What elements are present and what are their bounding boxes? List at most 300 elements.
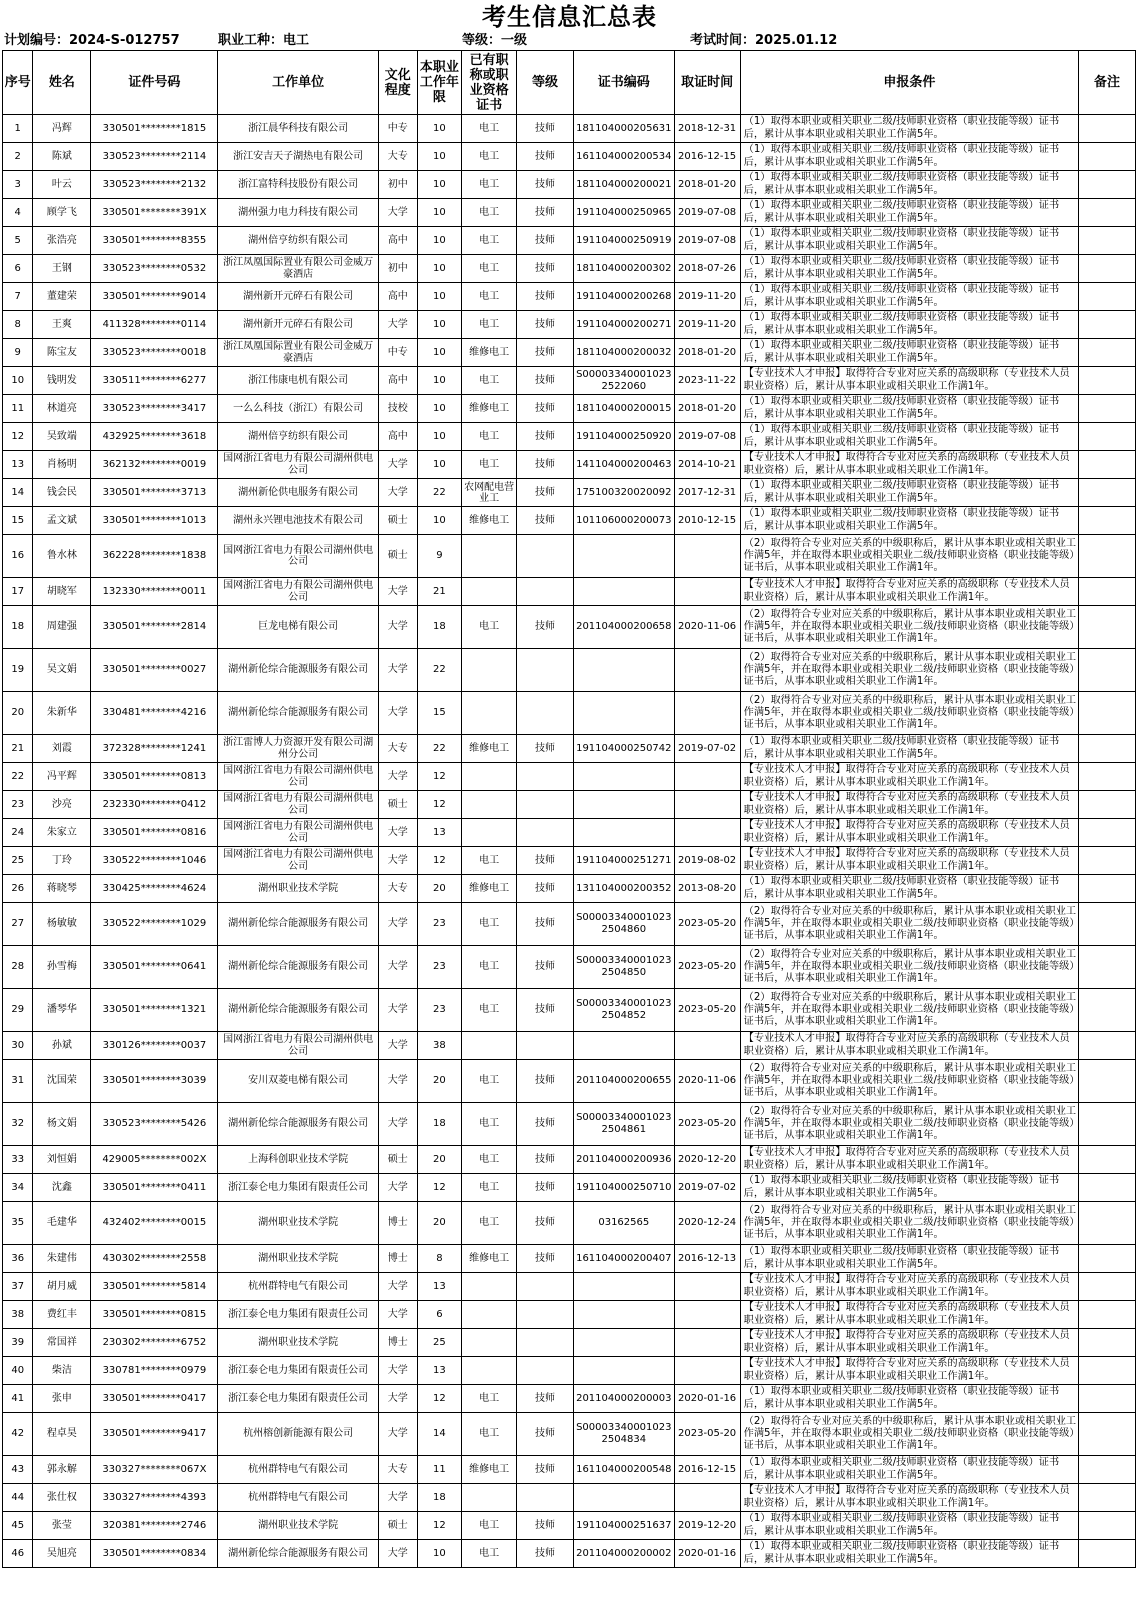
cell-conditions: （1）取得本职业或相关职业二级/技师职业资格（职业技能等级）证书后，累计从事本职业或相关职业工作满5年。 xyxy=(740,423,1078,451)
cell-conditions: 【专业技术人才申报】取得符合专业对应关系的高级职称（专业技术人员职业资格）后，累计从事本职业或相关职业工作满1年。 xyxy=(740,1032,1078,1060)
cell-cert-code: S000033400010232504850 xyxy=(574,946,675,989)
cell-name: 沙亮 xyxy=(33,791,91,819)
cell-education: 硕士 xyxy=(378,1146,417,1174)
cell-grade xyxy=(517,819,574,847)
cell-id-number: 330501********5814 xyxy=(91,1273,218,1301)
header-grade: 等级 xyxy=(517,51,574,115)
cell-education: 硕士 xyxy=(378,507,417,535)
cell-cert-code: 191104000250742 xyxy=(574,735,675,763)
cell-cert-code: 161104000200407 xyxy=(574,1245,675,1273)
cell-work-years: 14 xyxy=(417,1413,462,1456)
cell-work-unit: 浙江凤凰国际置业有限公司金威万豪酒店 xyxy=(218,339,379,367)
table-row xyxy=(3,791,1136,819)
cell-cert-date: 2019-08-02 xyxy=(674,847,740,875)
table-row xyxy=(3,1146,1136,1174)
cell-name: 冯辉 xyxy=(33,115,91,143)
cell-name: 刘恒娟 xyxy=(33,1146,91,1174)
cell-id-number: 330501********2814 xyxy=(91,606,218,649)
cell-id-number: 330523********0532 xyxy=(91,255,218,283)
cell-education: 大学 xyxy=(378,1540,417,1568)
cell-work-years: 10 xyxy=(417,507,462,535)
cell-cert-code: 201104000200655 xyxy=(574,1060,675,1103)
cell-existing-cert: 电工 xyxy=(462,451,517,479)
cell-conditions: （1）取得本职业或相关职业二级/技师职业资格（职业技能等级）证书后，累计从事本职业或相关职业工作满5年。 xyxy=(740,507,1078,535)
cell-grade xyxy=(517,791,574,819)
cell-work-unit: 国网浙江省电力有限公司湖州供电公司 xyxy=(218,535,379,578)
cell-cert-date: 2019-07-08 xyxy=(674,199,740,227)
cell-cert-code xyxy=(574,1032,675,1060)
cell-conditions: （2）取得符合专业对应关系的中级职称后，累计从事本职业或相关职业工作满5年，并在取得本职业或相关职业二级/技师职业资格（职业技能等级）证书后，从事本职业或相关职业工作满1年。 xyxy=(740,1103,1078,1146)
cell-education: 大学 xyxy=(378,819,417,847)
cell-seq: 14 xyxy=(3,479,33,507)
cell-work-unit: 浙江伟康电机有限公司 xyxy=(218,367,379,395)
table-row xyxy=(3,1456,1136,1484)
cell-remarks xyxy=(1079,451,1136,479)
cell-seq: 8 xyxy=(3,311,33,339)
cell-seq: 26 xyxy=(3,875,33,903)
cell-seq: 12 xyxy=(3,423,33,451)
cell-work-unit: 湖州新伦综合能源服务有限公司 xyxy=(218,903,379,946)
cell-work-years: 9 xyxy=(417,535,462,578)
cell-seq: 37 xyxy=(3,1273,33,1301)
cell-id-number: 330501********0813 xyxy=(91,763,218,791)
table-row xyxy=(3,763,1136,791)
table-row xyxy=(3,339,1136,367)
cell-existing-cert: 电工 xyxy=(462,199,517,227)
table-row xyxy=(3,606,1136,649)
cell-cert-code: 191104000200268 xyxy=(574,283,675,311)
cell-work-years: 11 xyxy=(417,1456,462,1484)
cell-work-years: 10 xyxy=(417,367,462,395)
cell-work-years: 20 xyxy=(417,875,462,903)
cell-conditions: 【专业技术人才申报】取得符合专业对应关系的高级职称（专业技术人员职业资格）后，累计从事本职业或相关职业工作满1年。 xyxy=(740,791,1078,819)
cell-id-number: 330481********4216 xyxy=(91,692,218,735)
header-name: 姓名 xyxy=(33,51,91,115)
cell-name: 钱明发 xyxy=(33,367,91,395)
cell-existing-cert: 电工 xyxy=(462,1103,517,1146)
cell-cert-code: 03162565 xyxy=(574,1202,675,1245)
cell-remarks xyxy=(1079,946,1136,989)
cell-name: 吴文娟 xyxy=(33,649,91,692)
table-row xyxy=(3,1032,1136,1060)
cell-education: 高中 xyxy=(378,283,417,311)
cell-work-years: 13 xyxy=(417,1273,462,1301)
table-row xyxy=(3,115,1136,143)
cell-grade xyxy=(517,649,574,692)
cell-name: 程卓昊 xyxy=(33,1413,91,1456)
cell-work-unit: 浙江富特科技股份有限公司 xyxy=(218,171,379,199)
cell-cert-code xyxy=(574,1329,675,1357)
cell-conditions: （1）取得本职业或相关职业二级/技师职业资格（职业技能等级）证书后，累计从事本职业或相关职业工作满5年。 xyxy=(740,227,1078,255)
cell-remarks xyxy=(1079,819,1136,847)
cell-cert-date xyxy=(674,535,740,578)
cell-work-years: 23 xyxy=(417,989,462,1032)
cell-remarks xyxy=(1079,423,1136,451)
cell-work-years: 20 xyxy=(417,1202,462,1245)
cell-cert-code: 175100320020092 xyxy=(574,479,675,507)
cell-existing-cert: 电工 xyxy=(462,283,517,311)
cell-seq: 10 xyxy=(3,367,33,395)
cell-existing-cert xyxy=(462,1273,517,1301)
cell-grade: 技师 xyxy=(517,115,574,143)
cell-work-unit: 浙江雷博人力资源开发有限公司湖州分公司 xyxy=(218,735,379,763)
cell-work-unit: 湖州强力电力科技有限公司 xyxy=(218,199,379,227)
cell-cert-date: 2019-07-08 xyxy=(674,227,740,255)
cell-name: 冯平辉 xyxy=(33,763,91,791)
cell-name: 陈斌 xyxy=(33,143,91,171)
cell-cert-code: 191104000251637 xyxy=(574,1512,675,1540)
cell-work-years: 10 xyxy=(417,199,462,227)
cell-cert-code xyxy=(574,1357,675,1385)
header-cert-date: 取证时间 xyxy=(674,51,740,115)
cell-name: 陈宝友 xyxy=(33,339,91,367)
cell-cert-date: 2018-07-26 xyxy=(674,255,740,283)
cell-grade: 技师 xyxy=(517,171,574,199)
cell-cert-date: 2019-07-02 xyxy=(674,735,740,763)
cell-cert-date: 2020-11-06 xyxy=(674,1060,740,1103)
cell-cert-date: 2023-05-20 xyxy=(674,1103,740,1146)
cell-cert-date xyxy=(674,819,740,847)
cell-remarks xyxy=(1079,1273,1136,1301)
cell-cert-date: 2019-11-20 xyxy=(674,311,740,339)
cell-cert-code: 181104000200015 xyxy=(574,395,675,423)
cell-grade: 技师 xyxy=(517,423,574,451)
cell-seq: 16 xyxy=(3,535,33,578)
table-row xyxy=(3,1060,1136,1103)
cell-education: 大学 xyxy=(378,1103,417,1146)
table-row xyxy=(3,735,1136,763)
cell-seq: 38 xyxy=(3,1301,33,1329)
candidate-table xyxy=(2,50,1136,1568)
cell-remarks xyxy=(1079,507,1136,535)
cell-work-unit: 浙江泰仑电力集团有限责任公司 xyxy=(218,1357,379,1385)
table-row xyxy=(3,507,1136,535)
cell-conditions: 【专业技术人才申报】取得符合专业对应关系的高级职称（专业技术人员职业资格）后，累计从事本职业或相关职业工作满1年。 xyxy=(740,1484,1078,1512)
cell-name: 钱会民 xyxy=(33,479,91,507)
cell-conditions: （1）取得本职业或相关职业二级/技师职业资格（职业技能等级）证书后，累计从事本职业或相关职业工作满5年。 xyxy=(740,1245,1078,1273)
header-id-number: 证件号码 xyxy=(91,51,218,115)
cell-work-unit: 浙江泰仑电力集团有限责任公司 xyxy=(218,1385,379,1413)
cell-existing-cert: 维修电工 xyxy=(462,507,517,535)
cell-grade xyxy=(517,1301,574,1329)
cell-remarks xyxy=(1079,1032,1136,1060)
cell-remarks xyxy=(1079,479,1136,507)
cell-existing-cert: 农网配电营业工 xyxy=(462,479,517,507)
table-row xyxy=(3,1413,1136,1456)
cell-work-unit: 湖州新伦综合能源服务有限公司 xyxy=(218,649,379,692)
cell-cert-code xyxy=(574,1273,675,1301)
cell-seq: 41 xyxy=(3,1385,33,1413)
table-row xyxy=(3,1103,1136,1146)
cell-conditions: （2）取得符合专业对应关系的中级职称后，累计从事本职业或相关职业工作满5年，并在取得本职业或相关职业二级/技师职业资格（职业技能等级）证书后，从事本职业或相关职业工作满1年。 xyxy=(740,1060,1078,1103)
cell-grade: 技师 xyxy=(517,1413,574,1456)
cell-work-years: 10 xyxy=(417,227,462,255)
cell-grade: 技师 xyxy=(517,479,574,507)
cell-education: 中专 xyxy=(378,339,417,367)
cell-work-unit: 国网浙江省电力有限公司湖州供电公司 xyxy=(218,847,379,875)
cell-id-number: 411328********0114 xyxy=(91,311,218,339)
cell-existing-cert: 电工 xyxy=(462,606,517,649)
cell-seq: 29 xyxy=(3,989,33,1032)
cell-cert-code: 201104000200658 xyxy=(574,606,675,649)
cell-name: 张莹 xyxy=(33,1512,91,1540)
cell-cert-code xyxy=(574,819,675,847)
cell-remarks xyxy=(1079,1146,1136,1174)
cell-id-number: 330522********1029 xyxy=(91,903,218,946)
cell-grade: 技师 xyxy=(517,1174,574,1202)
cell-id-number: 330501********0417 xyxy=(91,1385,218,1413)
cell-existing-cert: 电工 xyxy=(462,1060,517,1103)
cell-work-years: 8 xyxy=(417,1245,462,1273)
cell-seq: 40 xyxy=(3,1357,33,1385)
header-conditions: 申报条件 xyxy=(740,51,1078,115)
cell-id-number: 330501********0815 xyxy=(91,1301,218,1329)
cell-seq: 22 xyxy=(3,763,33,791)
cell-cert-code xyxy=(574,578,675,606)
cell-work-years: 22 xyxy=(417,735,462,763)
cell-remarks xyxy=(1079,1413,1136,1456)
cell-cert-code: 201104000200002 xyxy=(574,1540,675,1568)
cell-cert-date xyxy=(674,692,740,735)
cell-work-years: 25 xyxy=(417,1329,462,1357)
cell-seq: 32 xyxy=(3,1103,33,1146)
cell-work-unit: 浙江泰仑电力集团有限责任公司 xyxy=(218,1174,379,1202)
cell-cert-code xyxy=(574,791,675,819)
table-row xyxy=(3,1484,1136,1512)
cell-work-unit: 国网浙江省电力有限公司湖州供电公司 xyxy=(218,763,379,791)
cell-work-unit: 巨龙电梯有限公司 xyxy=(218,606,379,649)
cell-existing-cert: 维修电工 xyxy=(462,1245,517,1273)
cell-grade: 技师 xyxy=(517,847,574,875)
table-row xyxy=(3,649,1136,692)
cell-cert-date: 2016-12-15 xyxy=(674,1456,740,1484)
cell-grade: 技师 xyxy=(517,1245,574,1273)
cell-existing-cert xyxy=(462,1301,517,1329)
cell-work-unit: 国网浙江省电力有限公司湖州供电公司 xyxy=(218,1032,379,1060)
cell-work-years: 18 xyxy=(417,1484,462,1512)
cell-remarks xyxy=(1079,989,1136,1032)
cell-education: 大学 xyxy=(378,1484,417,1512)
cell-id-number: 362228********1838 xyxy=(91,535,218,578)
cell-education: 大学 xyxy=(378,946,417,989)
cell-seq: 25 xyxy=(3,847,33,875)
cell-grade: 技师 xyxy=(517,199,574,227)
cell-seq: 3 xyxy=(3,171,33,199)
table-row xyxy=(3,395,1136,423)
cell-remarks xyxy=(1079,143,1136,171)
table-row xyxy=(3,1329,1136,1357)
cell-grade: 技师 xyxy=(517,507,574,535)
cell-id-number: 330522********1046 xyxy=(91,847,218,875)
cell-education: 大学 xyxy=(378,692,417,735)
table-row xyxy=(3,255,1136,283)
cell-cert-code: S000033400010232504852 xyxy=(574,989,675,1032)
cell-name: 朱建伟 xyxy=(33,1245,91,1273)
cell-seq: 31 xyxy=(3,1060,33,1103)
cell-conditions: （2）取得符合专业对应关系的中级职称后，累计从事本职业或相关职业工作满5年，并在取得本职业或相关职业二级/技师职业资格（职业技能等级）证书后，从事本职业或相关职业工作满1年。 xyxy=(740,946,1078,989)
cell-seq: 11 xyxy=(3,395,33,423)
cell-remarks xyxy=(1079,1512,1136,1540)
cell-grade: 技师 xyxy=(517,1202,574,1245)
cell-remarks xyxy=(1079,875,1136,903)
cell-conditions: 【专业技术人才申报】取得符合专业对应关系的高级职称（专业技术人员职业资格）后，累计从事本职业或相关职业工作满1年。 xyxy=(740,1146,1078,1174)
cell-grade xyxy=(517,1357,574,1385)
cell-education: 大学 xyxy=(378,649,417,692)
cell-remarks xyxy=(1079,1245,1136,1273)
cell-work-years: 12 xyxy=(417,763,462,791)
cell-seq: 9 xyxy=(3,339,33,367)
cell-conditions: （1）取得本职业或相关职业二级/技师职业资格（职业技能等级）证书后，累计从事本职业或相关职业工作满5年。 xyxy=(740,1512,1078,1540)
cell-education: 大学 xyxy=(378,1273,417,1301)
cell-conditions: （1）取得本职业或相关职业二级/技师职业资格（职业技能等级）证书后，累计从事本职业或相关职业工作满5年。 xyxy=(740,735,1078,763)
cell-id-number: 330501********0411 xyxy=(91,1174,218,1202)
cell-work-unit: 安川双菱电梯有限公司 xyxy=(218,1060,379,1103)
cell-existing-cert: 电工 xyxy=(462,1512,517,1540)
sheet-title: 考生信息汇总表 xyxy=(482,3,657,31)
cell-name: 柴洁 xyxy=(33,1357,91,1385)
cell-work-unit: 浙江泰仑电力集团有限责任公司 xyxy=(218,1301,379,1329)
cell-work-unit: 湖州职业技术学院 xyxy=(218,1329,379,1357)
cell-cert-code: 131104000200352 xyxy=(574,875,675,903)
cell-work-unit: 湖州职业技术学院 xyxy=(218,1512,379,1540)
cell-work-unit: 湖州新伦综合能源服务有限公司 xyxy=(218,1103,379,1146)
cell-conditions: （1）取得本职业或相关职业二级/技师职业资格（职业技能等级）证书后，累计从事本职业或相关职业工作满5年。 xyxy=(740,199,1078,227)
cell-seq: 34 xyxy=(3,1174,33,1202)
cell-work-years: 10 xyxy=(417,339,462,367)
cell-grade: 技师 xyxy=(517,903,574,946)
cell-cert-date: 2018-01-20 xyxy=(674,171,740,199)
cell-education: 大学 xyxy=(378,1301,417,1329)
cell-cert-date xyxy=(674,763,740,791)
cell-name: 孙斌 xyxy=(33,1032,91,1060)
cell-cert-date: 2019-12-20 xyxy=(674,1512,740,1540)
cell-id-number: 330425********4624 xyxy=(91,875,218,903)
cell-education: 大学 xyxy=(378,578,417,606)
cell-id-number: 330501********3713 xyxy=(91,479,218,507)
table-row xyxy=(3,535,1136,578)
cell-conditions: 【专业技术人才申报】取得符合专业对应关系的高级职称（专业技术人员职业资格）后，累计从事本职业或相关职业工作满1年。 xyxy=(740,367,1078,395)
cell-conditions: （1）取得本职业或相关职业二级/技师职业资格（职业技能等级）证书后，累计从事本职业或相关职业工作满5年。 xyxy=(740,1385,1078,1413)
cell-seq: 27 xyxy=(3,903,33,946)
cell-conditions: 【专业技术人才申报】取得符合专业对应关系的高级职称（专业技术人员职业资格）后，累计从事本职业或相关职业工作满1年。 xyxy=(740,1301,1078,1329)
cell-work-years: 10 xyxy=(417,423,462,451)
cell-cert-code: 201104000200003 xyxy=(574,1385,675,1413)
cell-work-unit: 湖州新伦供电服务有限公司 xyxy=(218,479,379,507)
cell-existing-cert: 维修电工 xyxy=(462,339,517,367)
cell-conditions: （2）取得符合专业对应关系的中级职称后，累计从事本职业或相关职业工作满5年，并在取得本职业或相关职业二级/技师职业资格（职业技能等级）证书后，从事本职业或相关职业工作满1年。 xyxy=(740,649,1078,692)
table-row xyxy=(3,283,1136,311)
cell-conditions: 【专业技术人才申报】取得符合专业对应关系的高级职称（专业技术人员职业资格）后，累计从事本职业或相关职业工作满1年。 xyxy=(740,847,1078,875)
cell-grade: 技师 xyxy=(517,1060,574,1103)
cell-cert-date: 2019-07-08 xyxy=(674,423,740,451)
cell-cert-date: 2020-01-16 xyxy=(674,1385,740,1413)
plan-number: 计划编号：2024-S-012757 xyxy=(4,33,180,48)
cell-conditions: 【专业技术人才申报】取得符合专业对应关系的高级职称（专业技术人员职业资格）后，累计从事本职业或相关职业工作满1年。 xyxy=(740,763,1078,791)
cell-conditions: （1）取得本职业或相关职业二级/技师职业资格（职业技能等级）证书后，累计从事本职业或相关职业工作满5年。 xyxy=(740,311,1078,339)
header-education: 文化程度 xyxy=(378,51,417,115)
cell-work-unit: 浙江安吉天子湖热电有限公司 xyxy=(218,143,379,171)
cell-conditions: （2）取得符合专业对应关系的中级职称后，累计从事本职业或相关职业工作满5年，并在取得本职业或相关职业二级/技师职业资格（职业技能等级）证书后，从事本职业或相关职业工作满1年。 xyxy=(740,606,1078,649)
cell-name: 杨文娟 xyxy=(33,1103,91,1146)
cell-seq: 6 xyxy=(3,255,33,283)
cell-remarks xyxy=(1079,283,1136,311)
cell-education: 大学 xyxy=(378,1060,417,1103)
cell-cert-date: 2023-05-20 xyxy=(674,1413,740,1456)
cell-cert-date xyxy=(674,1273,740,1301)
cell-grade: 技师 xyxy=(517,1103,574,1146)
cell-cert-date: 2016-12-13 xyxy=(674,1245,740,1273)
cell-grade: 技师 xyxy=(517,946,574,989)
cell-education: 博士 xyxy=(378,1245,417,1273)
cell-remarks xyxy=(1079,763,1136,791)
table-row xyxy=(3,1202,1136,1245)
cell-grade: 技师 xyxy=(517,875,574,903)
table-row xyxy=(3,423,1136,451)
cell-existing-cert xyxy=(462,1484,517,1512)
cell-grade: 技师 xyxy=(517,1385,574,1413)
table-row xyxy=(3,1301,1136,1329)
table-row xyxy=(3,1245,1136,1273)
cell-id-number: 432925********3618 xyxy=(91,423,218,451)
header-work-years: 本职业工作年限 xyxy=(417,51,462,115)
cell-education: 高中 xyxy=(378,227,417,255)
cell-id-number: 330126********0037 xyxy=(91,1032,218,1060)
cell-existing-cert: 电工 xyxy=(462,115,517,143)
cell-existing-cert: 电工 xyxy=(462,1413,517,1456)
cell-remarks xyxy=(1079,649,1136,692)
cell-name: 蒋晓琴 xyxy=(33,875,91,903)
cell-education: 大学 xyxy=(378,1385,417,1413)
cell-conditions: （1）取得本职业或相关职业二级/技师职业资格（职业技能等级）证书后，累计从事本职业或相关职业工作满5年。 xyxy=(740,1540,1078,1568)
cell-conditions: （2）取得符合专业对应关系的中级职称后，累计从事本职业或相关职业工作满5年，并在取得本职业或相关职业二级/技师职业资格（职业技能等级）证书后，从事本职业或相关职业工作满1年。 xyxy=(740,989,1078,1032)
cell-existing-cert xyxy=(462,791,517,819)
cell-cert-code: 191104000200271 xyxy=(574,311,675,339)
cell-work-years: 12 xyxy=(417,847,462,875)
cell-remarks xyxy=(1079,367,1136,395)
cell-id-number: 230302********6752 xyxy=(91,1329,218,1357)
cell-existing-cert: 电工 xyxy=(462,255,517,283)
cell-cert-code: S000033400010232504834 xyxy=(574,1413,675,1456)
cell-remarks xyxy=(1079,903,1136,946)
cell-work-years: 22 xyxy=(417,649,462,692)
cell-grade: 技师 xyxy=(517,735,574,763)
cell-seq: 5 xyxy=(3,227,33,255)
cell-education: 大学 xyxy=(378,763,417,791)
cell-education: 高中 xyxy=(378,367,417,395)
cell-id-number: 429005********002X xyxy=(91,1146,218,1174)
cell-education: 大学 xyxy=(378,1174,417,1202)
cell-cert-date: 2014-10-21 xyxy=(674,451,740,479)
cell-grade: 技师 xyxy=(517,1146,574,1174)
cell-seq: 2 xyxy=(3,143,33,171)
cell-existing-cert xyxy=(462,1357,517,1385)
cell-work-years: 23 xyxy=(417,946,462,989)
cell-name: 顾学飞 xyxy=(33,199,91,227)
cell-existing-cert: 电工 xyxy=(462,847,517,875)
cell-seq: 28 xyxy=(3,946,33,989)
cell-seq: 17 xyxy=(3,578,33,606)
cell-id-number: 232330********0412 xyxy=(91,791,218,819)
cell-seq: 4 xyxy=(3,199,33,227)
cell-cert-code: 161104000200548 xyxy=(574,1456,675,1484)
cell-education: 博士 xyxy=(378,1202,417,1245)
table-row xyxy=(3,1174,1136,1202)
cell-name: 朱新华 xyxy=(33,692,91,735)
cell-remarks xyxy=(1079,692,1136,735)
cell-work-unit: 国网浙江省电力有限公司湖州供电公司 xyxy=(218,451,379,479)
cell-existing-cert: 电工 xyxy=(462,903,517,946)
cell-education: 大学 xyxy=(378,989,417,1032)
